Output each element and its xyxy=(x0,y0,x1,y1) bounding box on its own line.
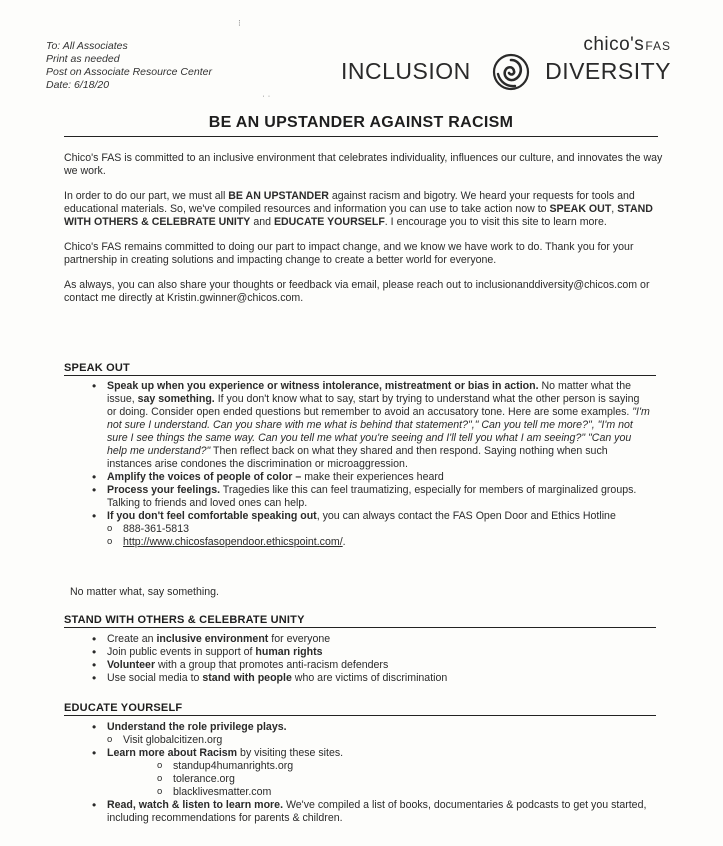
section-heading-educate: EDUCATE YOURSELF xyxy=(64,702,656,716)
text-run: against racism and bigotry. We heard your requests for tools and educational materials. So, we've compiled resources and information you can use to take action now to xyxy=(64,190,635,215)
text-run: Tragedies like this can feel traumatizing, especially for members of marginalized groups. Talking to friends and loved ones can help. xyxy=(107,484,637,509)
ethics-hotline-link[interactable]: http://www.chicosfasopendoor.ethicspoint.com/ xyxy=(123,536,343,548)
list-item xyxy=(90,380,650,471)
memo-post: Post on Associate Resource Center xyxy=(46,66,212,78)
page-title: BE AN UPSTANDER AGAINST RACISM xyxy=(208,114,514,131)
list-item xyxy=(90,633,650,646)
text-run: , you can always contact the FAS Open Door and Ethics Hotline xyxy=(316,510,616,522)
text-run: for everyone xyxy=(268,633,331,645)
text-run-bold: say something. xyxy=(137,393,215,405)
text-run: If you don't know what to say, start by trying to understand what the other person is saying or doing. Consider open ended questions but remember to avoid an accusatory tone. Here are some examples. xyxy=(107,393,640,418)
text-run-bold: stand with people xyxy=(202,672,292,684)
text-run-bold: BE AN UPSTANDER xyxy=(228,190,329,202)
memo-print: Print as needed xyxy=(46,53,120,65)
intro-paragraph-3: Chico's FAS remains committed to doing our part to impact change, and we know we have work to do. Thank you for your partnership in creating solutions and impacting change to create a better world for everyone. xyxy=(64,241,634,266)
text-run: with a group that promotes anti-racism defenders xyxy=(155,659,389,671)
text-run-bold: SPEAK OUT xyxy=(549,203,612,215)
scan-speck: ⁝ xyxy=(238,18,241,28)
educate-list xyxy=(90,721,650,825)
text-run-bold: EDUCATE YOURSELF xyxy=(273,216,385,228)
intro-paragraph-2 xyxy=(64,190,664,229)
text-run-bold: Process your feelings. xyxy=(107,484,221,496)
stand-list xyxy=(90,633,650,685)
brand-main: chico's xyxy=(583,34,645,55)
memo-to: To: All Associates xyxy=(46,40,128,52)
text-run: No matter what the issue, xyxy=(107,380,631,405)
intro-paragraphs xyxy=(64,152,664,317)
text-run: and xyxy=(250,216,274,228)
text-run-italic: "I'm not sure I understand. Can you share with me what is behind that statement?"," Can you tell me more?", "I'm not sure I see things the same way. Can you tell me what you're seeing and I'll tell you what I am seeing?" "Can you help me understand?" xyxy=(107,406,650,457)
list-item xyxy=(90,646,650,659)
intro-paragraph-4: As always, you can also share your thoughts or feedback via email, please reach out to inclusionanddiversity@chicos.com or contact me directly at Kristin.gwinner@chicos.com. xyxy=(64,279,650,304)
text-run-bold: Speak up when you experience or witness intolerance, mistreatment or bias in action. xyxy=(107,380,539,392)
text-run-bold: Learn more about Racism xyxy=(107,747,238,759)
hotline-phone: o 888-361-5813 xyxy=(107,523,650,536)
memo-header xyxy=(46,40,212,92)
hotline-link-item xyxy=(107,536,650,549)
scan-speck: ˈ ˈ xyxy=(262,94,271,104)
site-item: o tolerance.org xyxy=(157,773,650,786)
section-heading-speak-out: SPEAK OUT xyxy=(64,362,656,376)
list-item xyxy=(90,484,650,510)
list-item xyxy=(90,510,650,549)
title-rule xyxy=(64,136,658,137)
text-run: In order to do our part, we must all xyxy=(64,190,229,202)
text-run: Create an xyxy=(107,633,157,645)
text-run: . xyxy=(342,536,346,548)
text-run: Then reflect back on what they shared and then respond. Saying nothing when such instances arise condones the discrimination or microaggression. xyxy=(107,445,608,470)
text-run: Join public events in support of xyxy=(107,646,256,658)
text-run-bold: Amplify the voices of people of color – xyxy=(107,471,302,483)
text-run-bold: human rights xyxy=(255,646,323,658)
list-item xyxy=(90,659,650,672)
text-run: We've compiled a list of books, documentaries & podcasts to get you started, including recommendations for parents & children. xyxy=(107,799,647,824)
text-run: Use social media to xyxy=(107,672,203,684)
text-run-bold: If you don't feel comfortable speaking out xyxy=(107,510,317,522)
list-item xyxy=(90,799,650,825)
text-run: by visiting these sites. xyxy=(237,747,344,759)
text-run-bold: Read, watch & listen to learn more. xyxy=(107,799,284,811)
list-item xyxy=(90,672,650,685)
speak-out-closing: No matter what, say something. xyxy=(70,586,219,598)
logo-inclusion: INCLUSION xyxy=(341,58,471,84)
logo-diversity: DIVERSITY xyxy=(545,58,671,84)
text-run: make their experiences heard xyxy=(301,471,444,483)
swirl-icon xyxy=(491,52,531,92)
list-item xyxy=(90,721,650,747)
text-run: , xyxy=(611,203,618,215)
brand-fas: FAS xyxy=(645,39,671,53)
text-run-bold: Understand the role privilege plays. xyxy=(107,721,287,733)
sub-item: o Visit globalcitizen.org xyxy=(107,734,650,747)
text-run: who are victims of discrimination xyxy=(291,672,448,684)
list-item xyxy=(90,747,650,799)
chicos-brand xyxy=(583,34,671,56)
memo-date: Date: 6/18/20 xyxy=(46,79,110,91)
inclusion-diversity-logo xyxy=(341,30,671,90)
text-run-bold: inclusive environment xyxy=(156,633,269,645)
section-heading-stand: STAND WITH OTHERS & CELEBRATE UNITY xyxy=(64,614,656,628)
list-item xyxy=(90,471,650,484)
intro-paragraph-1: Chico's FAS is committed to an inclusive environment that celebrates individuality, influences our culture, and innovates the way we work. xyxy=(64,152,663,177)
text-run-bold: STAND WITH OTHERS & CELEBRATE UNITY xyxy=(64,203,653,228)
speak-out-list xyxy=(90,380,650,549)
site-item: o blacklivesmatter.com xyxy=(157,786,650,799)
text-run-bold: Volunteer xyxy=(107,659,156,671)
text-run: . I encourage you to visit this site to learn more. xyxy=(384,216,607,228)
site-item: o standup4humanrights.org xyxy=(157,760,650,773)
